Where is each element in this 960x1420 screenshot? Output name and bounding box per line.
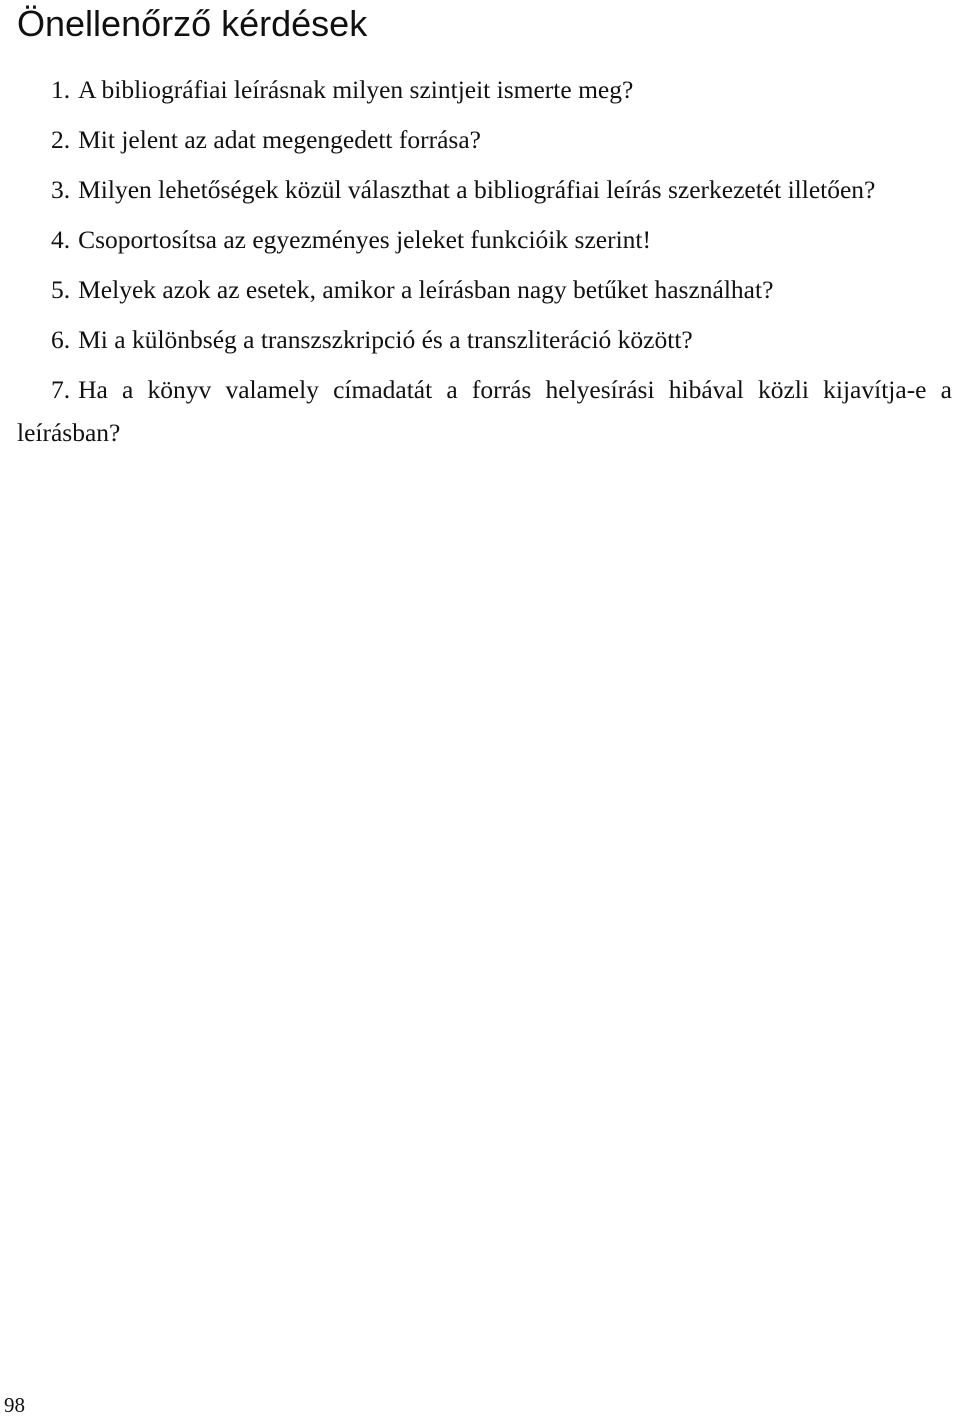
question-text: Mit jelent az adat megengedett forrása? <box>78 125 481 154</box>
section-heading: Önellenőrző kérdések <box>17 3 368 44</box>
question-item <box>17 118 952 161</box>
question-list <box>17 68 952 461</box>
question-number: 5. <box>51 275 71 304</box>
question-text: Csoportosítsa az egyezményes jeleket funkcióik szerint! <box>78 225 651 254</box>
question-item <box>17 268 952 311</box>
page-number: 98 <box>4 1393 25 1417</box>
question-number: 3. <box>51 175 71 204</box>
question-number: 4. <box>51 225 71 254</box>
question-text: A bibliográfiai leírásnak milyen szintjeit ismerte meg? <box>78 75 634 104</box>
question-text: Ha a könyv valamely címadatát a forrás helyesírási hibával közli kijavítja-e a leírásban? <box>17 375 952 447</box>
question-item <box>17 168 952 211</box>
question-number: 1. <box>51 75 71 104</box>
question-text: Milyen lehetőségek közül választhat a bibliográfiai leírás szerkezetét illetően? <box>78 175 876 204</box>
question-item <box>17 368 952 454</box>
question-number: 7. <box>51 375 71 404</box>
question-text: Mi a különbség a transzszkripció és a transzliteráció között? <box>78 325 693 354</box>
question-item <box>17 218 952 261</box>
question-item <box>17 318 952 361</box>
question-item <box>17 68 952 111</box>
question-text: Melyek azok az esetek, amikor a leírásban nagy betűket használhat? <box>78 275 774 304</box>
question-number: 6. <box>51 325 71 354</box>
question-number: 2. <box>51 125 71 154</box>
